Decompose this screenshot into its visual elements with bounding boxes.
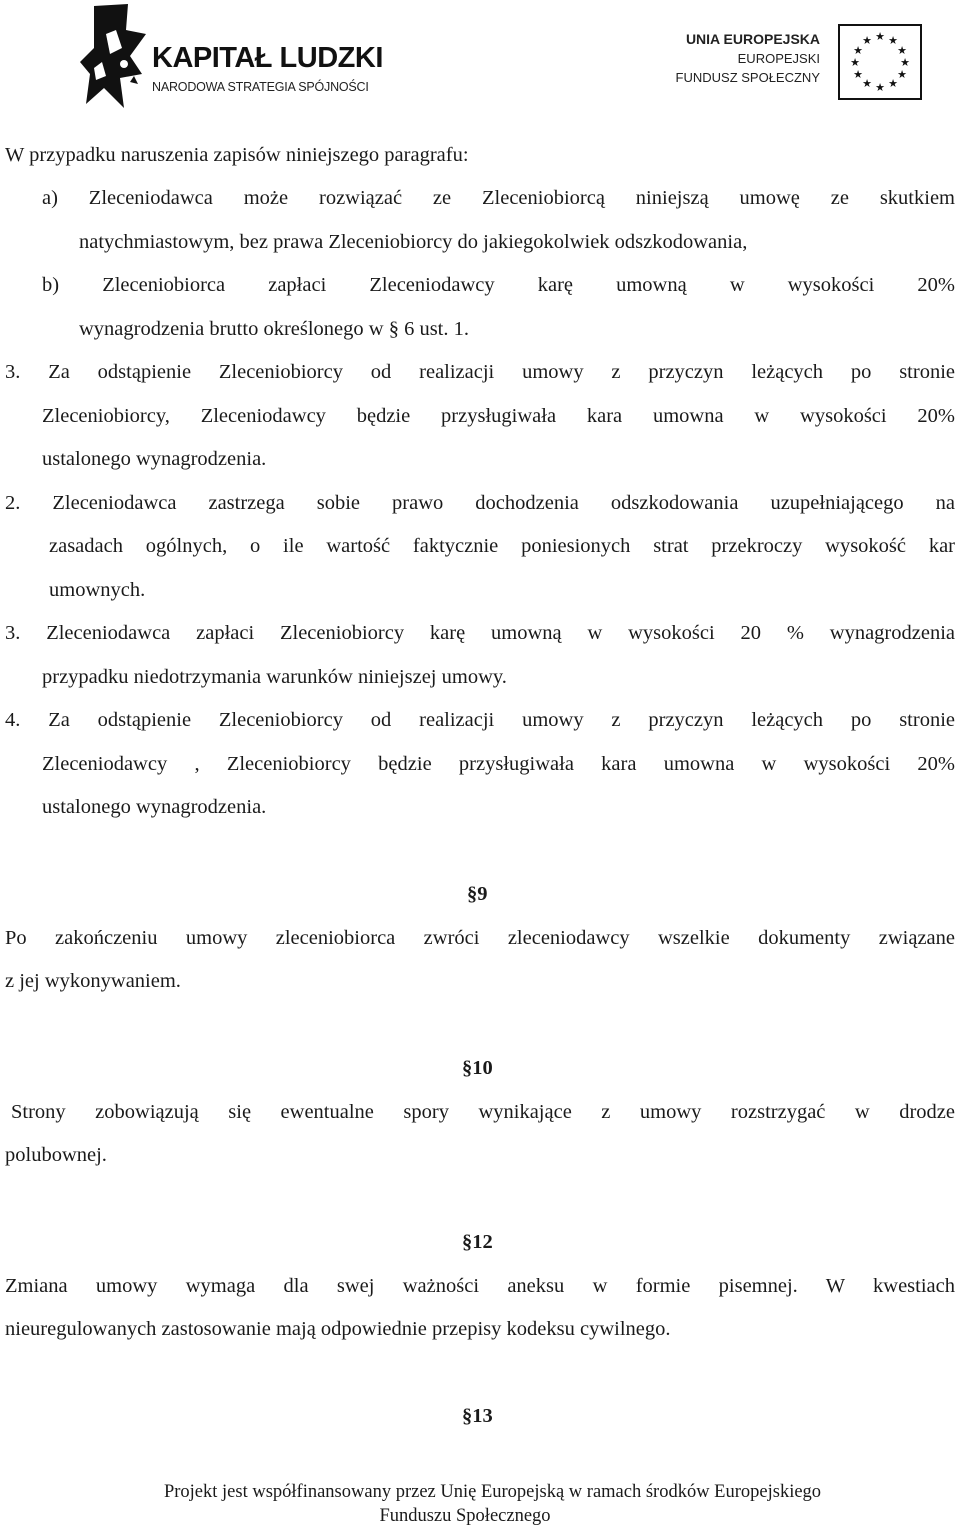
eu-flag-icon (838, 24, 922, 100)
page-header (0, 0, 960, 120)
section-10-line-2: polubownej. (5, 1144, 107, 1166)
svg-text:★: ★ (888, 34, 898, 47)
svg-text:★: ★ (862, 34, 872, 47)
eu-efs-logo (675, 24, 922, 100)
svg-text:★: ★ (850, 56, 860, 69)
svg-text:★: ★ (875, 30, 885, 43)
svg-text:★: ★ (853, 68, 863, 81)
section-9-line-1: Po zakończeniu umowy zleceniobiorca zwróci zleceniodawcy wszelkie dokumenty związane (5, 927, 955, 949)
section-10-line-1: Strony zobowiązują się ewentualne spory wynikające z umowy rozstrzygać w drodze (11, 1101, 955, 1123)
item-a-line-2: natychmiastowym, bez prawa Zleceniobiorcy do jakiegokolwiek odszkodowania, (79, 231, 748, 253)
section-10-heading: §10 (462, 1057, 493, 1079)
para-4-line-3: ustalonego wynagrodzenia. (42, 796, 267, 818)
kapital-ludzki-subtitle: NARODOWA STRATEGIA SPÓJNOŚCI (152, 80, 369, 94)
svg-text:★: ★ (875, 81, 885, 94)
item-a-line-1: a) Zleceniodawca może rozwiązać ze Zleceniobiorcą niniejszą umowę ze skutkiem (42, 187, 955, 209)
para-4-line-2: Zleceniodawcy , Zleceniobiorcy będzie przysługiwała kara umowna w wysokości 20% (42, 753, 955, 775)
para-2-line-1: 2. Zleceniodawca zastrzega sobie prawo dochodzenia odszkodowania uzupełniającego na (5, 492, 955, 514)
kapital-ludzki-title: KAPITAŁ LUDZKI (152, 42, 383, 74)
section-13-heading: §13 (462, 1405, 493, 1427)
section-9-line-2: z jej wykonywaniem. (5, 970, 181, 992)
para-3a-line-2: Zleceniobiorcy, Zleceniodawcy będzie przysługiwała kara umowna w wysokości 20% (42, 405, 955, 427)
svg-text:★: ★ (900, 56, 910, 69)
para-4-line-1: 4. Za odstąpienie Zleceniobiorcy od realizacji umowy z przyczyn leżących po stronie (5, 709, 955, 731)
eu-logo-text (676, 30, 820, 87)
section-12-line-1: Zmiana umowy wymaga dla swej ważności aneksu w formie pisemnej. W kwestiach (5, 1275, 955, 1297)
para-3a-line-1: 3. Za odstąpienie Zleceniobiorcy od realizacji umowy z przyczyn leżących po stronie (5, 361, 955, 383)
svg-text:★: ★ (897, 68, 907, 81)
eu-logo-line3: FUNDUSZ SPOŁECZNY (675, 70, 820, 85)
para-3b-line-2: przypadku niedotrzymania warunków niniejszej umowy. (42, 666, 507, 688)
kapital-ludzki-emblem-icon (80, 4, 148, 110)
para-2-line-3: umownych. (49, 579, 146, 601)
footer-line-1: Projekt jest współfinansowany przez Unię Europejską w ramach środków Europejskiego (163, 1482, 822, 1502)
svg-text:★: ★ (862, 77, 872, 90)
eu-logo-line1: UNIA EUROPEJSKA (685, 31, 820, 47)
para-3a-line-3: ustalonego wynagrodzenia. (42, 448, 267, 470)
footer-line-2: Funduszu Społecznego (379, 1506, 551, 1526)
item-b-line-1: b) Zleceniobiorca zapłaci Zleceniodawcy karę umowną w wysokości 20% (42, 274, 955, 296)
section-12-line-2: nieuregulowanych zastosowanie mają odpowiednie przepisy kodeksu cywilnego. (5, 1318, 671, 1340)
para-2-line-2: zasadach ogólnych, o ile wartość faktycznie poniesionych strat przekroczy wysokość kar (49, 535, 955, 557)
eu-logo-line2: EUROPEJSKI (737, 51, 820, 66)
kapital-ludzki-logo (80, 4, 383, 110)
section-9-heading: §9 (467, 883, 488, 905)
svg-text:★: ★ (897, 44, 907, 57)
intro-text: W przypadku naruszenia zapisów niniejszego paragrafu: (5, 144, 469, 166)
section-12-heading: §12 (462, 1231, 493, 1253)
svg-text:★: ★ (853, 44, 863, 57)
para-3b-line-1: 3. Zleceniodawca zapłaci Zleceniobiorcy karę umowną w wysokości 20 % wynagrodzenia (5, 622, 955, 644)
item-b-line-2: wynagrodzenia brutto określonego w § 6 ust. 1. (79, 318, 469, 340)
svg-text:★: ★ (888, 77, 898, 90)
